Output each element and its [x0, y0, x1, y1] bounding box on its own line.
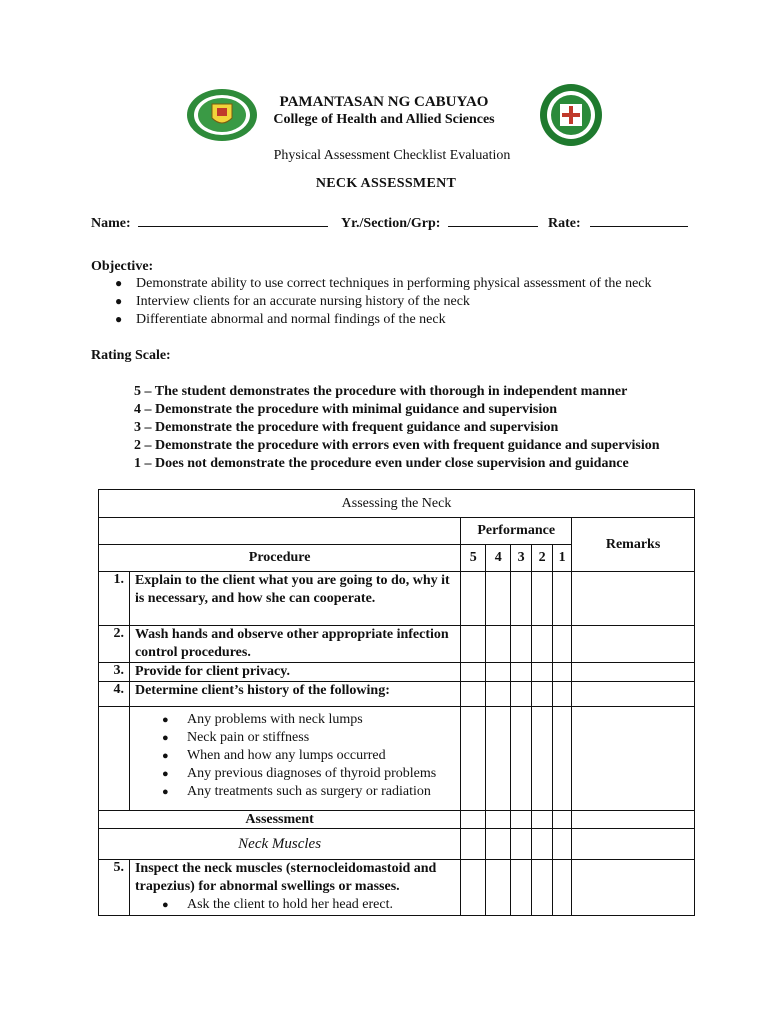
- name-blank[interactable]: [138, 214, 328, 227]
- score-cell[interactable]: [511, 707, 532, 811]
- rating-item-1: 1 – Does not demonstrate the procedure even under close supervision and guidance: [134, 456, 629, 471]
- score-cell[interactable]: [532, 572, 553, 626]
- list-item: ● When and how any lumps occurred: [187, 747, 455, 765]
- score-cell: [461, 811, 486, 829]
- remarks-cell[interactable]: [572, 663, 695, 682]
- section-blank[interactable]: [448, 214, 538, 227]
- remarks-cell[interactable]: [572, 682, 695, 707]
- checklist-table: [98, 489, 695, 916]
- neck-muscles-header: Neck Muscles: [99, 829, 461, 860]
- remarks-cell[interactable]: [572, 626, 695, 663]
- rating-item-2: 2 – Demonstrate the procedure with errors even with frequent guidance and supervision: [134, 438, 660, 453]
- list-item: ● Any previous diagnoses of thyroid problems: [187, 765, 455, 783]
- assessment-header: Assessment: [99, 811, 461, 829]
- score-cell[interactable]: [461, 707, 486, 811]
- history-list: [135, 711, 455, 801]
- table-row: [99, 626, 695, 663]
- blank-cell: [99, 518, 461, 545]
- row-number: 1.: [99, 572, 130, 626]
- score-cell[interactable]: [511, 572, 532, 626]
- score-cell[interactable]: [532, 626, 553, 663]
- list-item: ● Ask the client to hold her head erect.: [187, 896, 455, 914]
- score-header-1: 1: [553, 545, 572, 572]
- row-number: 3.: [99, 663, 130, 682]
- procedure-cell: [129, 860, 460, 916]
- remarks-cell[interactable]: [572, 707, 695, 811]
- procedure-text: Provide for client privacy.: [129, 663, 460, 682]
- score-cell[interactable]: [553, 860, 572, 916]
- rating-scale-heading: Rating Scale:: [91, 348, 171, 363]
- remarks-cell[interactable]: [572, 572, 695, 626]
- score-cell[interactable]: [461, 626, 486, 663]
- objective-heading: Objective:: [91, 259, 154, 274]
- score-cell[interactable]: [511, 860, 532, 916]
- score-cell: [486, 811, 511, 829]
- history-list-cell: [129, 707, 460, 811]
- name-field: [91, 214, 328, 232]
- table-row: [99, 707, 695, 811]
- score-cell[interactable]: [486, 707, 511, 811]
- procedure-header: Procedure: [99, 545, 461, 572]
- score-cell: [486, 829, 511, 860]
- score-cell: [461, 829, 486, 860]
- sub-list: [135, 896, 455, 914]
- rating-item-4: 4 – Demonstrate the procedure with minimal guidance and supervision: [134, 402, 557, 417]
- procedure-text: Inspect the neck muscles (sternocleidomastoid and trapezius) for abnormal swellings or masses.: [134, 861, 437, 894]
- table-row: [99, 829, 695, 860]
- score-cell[interactable]: [553, 682, 572, 707]
- score-cell: [532, 811, 553, 829]
- list-item: ● Any treatments such as surgery or radiation: [187, 783, 455, 801]
- score-header-2: 2: [532, 545, 553, 572]
- objective-item: ● Interview clients for an accurate nursing history of the neck: [115, 294, 470, 309]
- bullet-icon: ●: [115, 312, 123, 326]
- score-cell[interactable]: [511, 626, 532, 663]
- rating-item-5: 5 – The student demonstrates the procedure with thorough in independent manner: [134, 384, 628, 399]
- score-cell[interactable]: [461, 663, 486, 682]
- objective-item: ● Differentiate abnormal and normal findings of the neck: [115, 312, 446, 327]
- score-cell[interactable]: [486, 626, 511, 663]
- remarks-cell[interactable]: [572, 860, 695, 916]
- procedure-text: Determine client’s history of the following:: [129, 682, 460, 707]
- section-field: [341, 214, 538, 232]
- score-cell[interactable]: [532, 860, 553, 916]
- score-cell: [511, 811, 532, 829]
- blank-cell: [99, 707, 130, 811]
- table-row: [99, 811, 695, 829]
- rate-field: [548, 214, 688, 232]
- score-header-5: 5: [461, 545, 486, 572]
- score-cell[interactable]: [532, 663, 553, 682]
- score-cell[interactable]: [486, 860, 511, 916]
- remarks-cell: [572, 811, 695, 829]
- remarks-header: Remarks: [572, 518, 695, 572]
- score-cell: [532, 829, 553, 860]
- score-header-4: 4: [486, 545, 511, 572]
- score-cell[interactable]: [532, 682, 553, 707]
- score-cell[interactable]: [461, 860, 486, 916]
- list-item: ● Neck pain or stiffness: [187, 729, 455, 747]
- table-row: [99, 682, 695, 707]
- procedure-text: Explain to the client what you are going to do, why it is necessary, and how she can cooperate.: [129, 572, 460, 626]
- table-row: [99, 572, 695, 626]
- row-number: 4.: [99, 682, 130, 707]
- objective-item: ● Demonstrate ability to use correct techniques in performing physical assessment of the neck: [115, 276, 652, 291]
- name-label: Name:: [91, 216, 131, 231]
- college-name: College of Health and Allied Sciences: [273, 112, 495, 127]
- score-cell[interactable]: [486, 663, 511, 682]
- score-cell[interactable]: [511, 682, 532, 707]
- score-cell[interactable]: [553, 707, 572, 811]
- form-title: Physical Assessment Checklist Evaluation: [273, 148, 511, 163]
- score-cell[interactable]: [553, 626, 572, 663]
- bullet-icon: ●: [115, 276, 123, 290]
- list-item: ● Any problems with neck lumps: [187, 711, 455, 729]
- row-number: 5.: [99, 860, 130, 916]
- remarks-cell: [572, 829, 695, 860]
- score-cell[interactable]: [532, 707, 553, 811]
- score-cell[interactable]: [461, 572, 486, 626]
- section-label: Yr./Section/Grp:: [341, 216, 441, 231]
- score-cell[interactable]: [486, 682, 511, 707]
- table-row: [99, 860, 695, 916]
- score-cell: [511, 829, 532, 860]
- score-cell: [553, 811, 572, 829]
- score-header-3: 3: [511, 545, 532, 572]
- rate-blank[interactable]: [590, 214, 688, 227]
- assessment-title: NECK ASSESSMENT: [315, 176, 457, 191]
- university-name: PAMANTASAN NG CABUYAO: [279, 94, 489, 110]
- score-cell[interactable]: [486, 572, 511, 626]
- score-cell[interactable]: [553, 663, 572, 682]
- score-cell[interactable]: [553, 572, 572, 626]
- score-cell: [553, 829, 572, 860]
- bullet-icon: ●: [115, 294, 123, 308]
- score-cell[interactable]: [511, 663, 532, 682]
- performance-header: Performance: [461, 518, 572, 545]
- score-cell[interactable]: [461, 682, 486, 707]
- table-title: Assessing the Neck: [99, 490, 695, 518]
- table-row: [99, 663, 695, 682]
- rating-item-3: 3 – Demonstrate the procedure with frequent guidance and supervision: [134, 420, 559, 435]
- procedure-text: Wash hands and observe other appropriate infection control procedures.: [129, 626, 460, 663]
- row-number: 2.: [99, 626, 130, 663]
- rate-label: Rate:: [548, 216, 581, 231]
